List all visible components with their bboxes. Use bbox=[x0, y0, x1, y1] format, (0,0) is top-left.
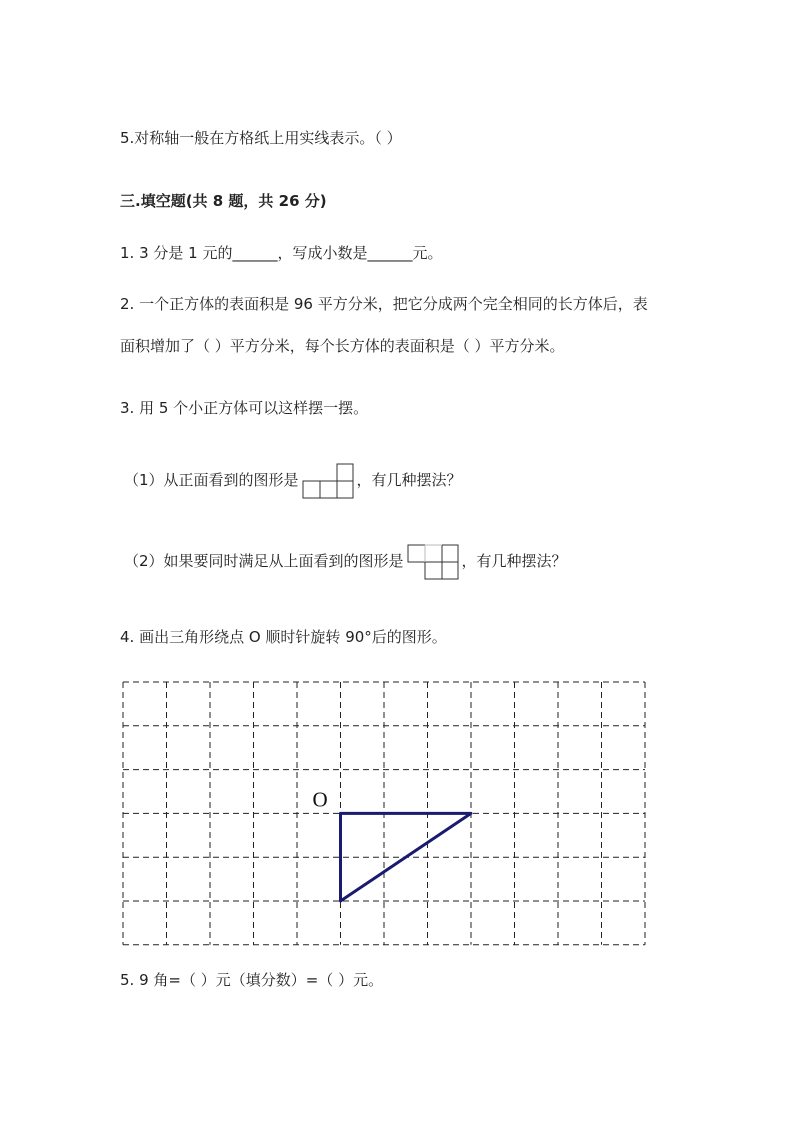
top-view-figure bbox=[406, 544, 460, 580]
fill-question-3-part-2 bbox=[124, 543, 567, 580]
fill-question-5: 5. 9 角=（ ）元（填分数）=（ ）元。 bbox=[120, 971, 384, 989]
q3-2-question: ，有几种摆法？ bbox=[461, 552, 567, 570]
fill-question-3: 3. 用 5 个小正方体可以这样摆一摆。 bbox=[120, 399, 369, 417]
front-view-figure bbox=[301, 463, 355, 499]
fill-question-3-part-1 bbox=[124, 462, 462, 499]
fill-question-4: 4. 画出三角形绕点 O 顺时针旋转 90°后的图形。 bbox=[120, 628, 447, 646]
rotation-grid bbox=[118, 676, 648, 948]
q3-1-text: （1）从正面看到的图形是 bbox=[124, 471, 299, 489]
q3-2-text: （2）如果要同时满足从上面看到的图形是 bbox=[124, 552, 404, 570]
fill-question-1: 1. 3 分是 1 元的______，写成小数是______元。 bbox=[120, 244, 443, 262]
section-title-fill-in: 三.填空题(共 8 题，共 26 分) bbox=[120, 192, 327, 210]
q3-1-question: ，有几种摆法？ bbox=[356, 471, 462, 489]
triangle-shape bbox=[341, 813, 472, 901]
fill-question-2-line-2: 面积增加了（ ）平方分米，每个长方体的表面积是（ ）平方分米。 bbox=[120, 337, 565, 355]
point-o-label: O bbox=[312, 787, 328, 812]
fill-question-2-line-1: 2. 一个正方体的表面积是 96 平方分米，把它分成两个完全相同的长方体后，表 bbox=[120, 295, 648, 313]
tf-question-5: 5.对称轴一般在方格纸上用实线表示。（ ） bbox=[120, 129, 402, 147]
